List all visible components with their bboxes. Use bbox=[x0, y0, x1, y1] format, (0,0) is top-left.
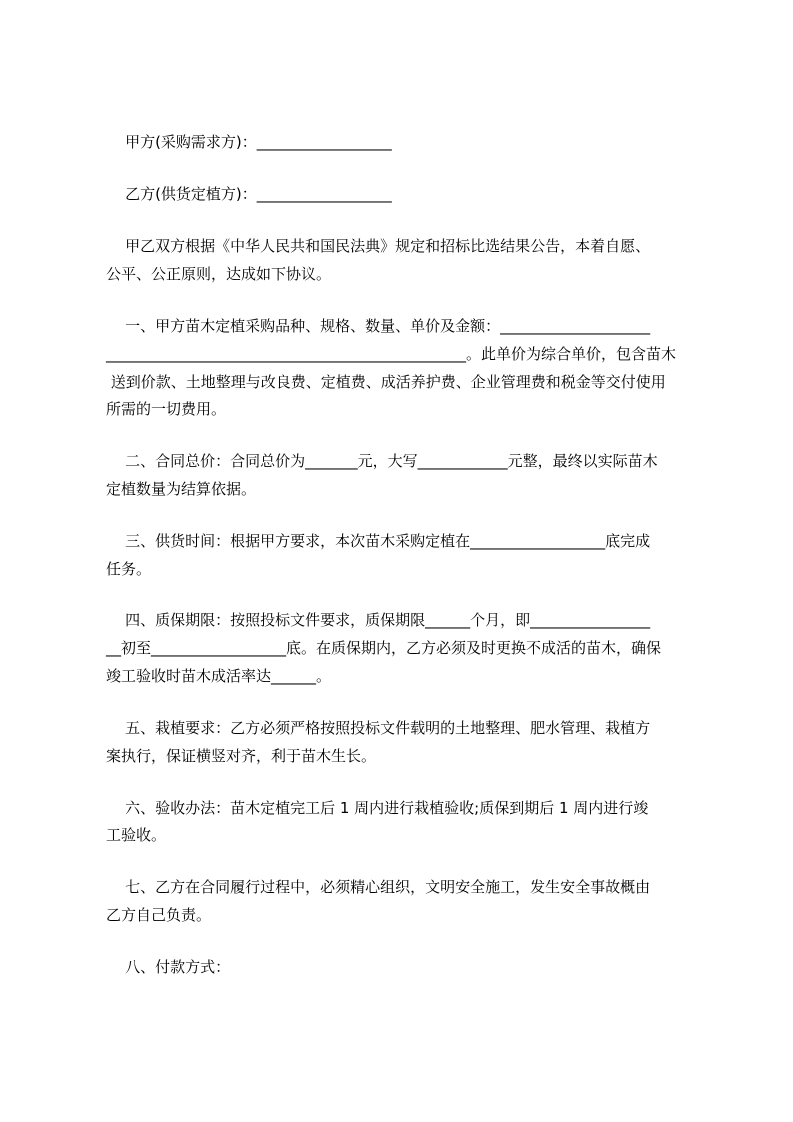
clause-1-line-4: 所需的一切费用。 bbox=[106, 400, 227, 418]
preamble-line-2: 公平、公正原则，达成如下协议。 bbox=[106, 265, 332, 283]
clause-1-line-2: ________________________________________________。此单价为综合单价，包含苗木 bbox=[106, 345, 677, 363]
clause-2-line-2: 定植数量为结算依据。 bbox=[106, 480, 257, 498]
clause-3-line-1: 三、供货时间：根据甲方要求，本次苗木采购定植在__________________底完成 bbox=[106, 532, 651, 550]
clause-7-line-1: 七、乙方在合同履行过程中，必须精心组织，文明安全施工，发生安全事故概由 bbox=[106, 878, 651, 896]
clause-8-line-1: 八、付款方式： bbox=[106, 958, 231, 976]
clause-5-line-1: 五、栽植要求：乙方必须严格按照投标文件载明的土地整理、肥水管理、栽植方 bbox=[106, 719, 651, 737]
clause-4-line-1: 四、质保期限：按照投标文件要求，质保期限______个月，即________________ bbox=[106, 611, 651, 629]
clause-5-line-2: 案执行，保证横竖对齐，利于苗木生长。 bbox=[106, 747, 377, 765]
party-a-line: 甲方(采购需求方)：__________________ bbox=[106, 133, 392, 151]
party-b-line: 乙方(供货定植方)：__________________ bbox=[106, 185, 392, 203]
clause-7-line-2: 乙方自己负责。 bbox=[106, 906, 212, 924]
clause-4-line-3: 竣工验收时苗木成活率达______。 bbox=[106, 667, 332, 685]
clause-2-line-1: 二、合同总价：合同总价为_______元，大写____________元整，最终以实际苗木 bbox=[106, 452, 658, 470]
clause-3-line-2: 任务。 bbox=[106, 560, 152, 578]
clause-1-line-3: 送到价款、土地整理与改良费、定植费、成活养护费、企业管理费和税金等交付使用 bbox=[106, 373, 666, 391]
clause-4-line-2: __初至__________________底。在质保期内，乙方必须及时更换不成活的苗木，确保 bbox=[106, 639, 662, 657]
clause-6-line-2: 工验收。 bbox=[106, 826, 167, 844]
clause-6-line-1: 六、验收办法：苗木定植完工后 1 周内进行栽植验收;质保到期后 1 周内进行竣 bbox=[106, 799, 649, 817]
clause-1-line-1: 一、甲方苗木定植采购品种、规格、数量、单价及金额：____________________ bbox=[106, 317, 651, 335]
preamble-line-1: 甲乙双方根据《中华人民共和国民法典》规定和招标比选结果公告，本着自愿、 bbox=[106, 237, 651, 255]
